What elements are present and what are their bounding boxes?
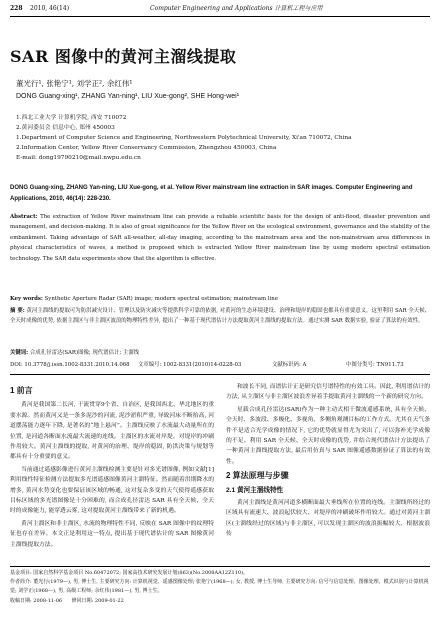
section-heading: 1 前言 bbox=[10, 386, 33, 395]
authors-chinese: 董光行¹, 张艳宁¹, 刘学正², 余红伟¹ bbox=[16, 79, 133, 88]
keywords-text: Synthetic Aperture Radar (SAR) image; modern spectral estimation; mainstream line bbox=[44, 296, 278, 302]
document-code: 文献标识码: A bbox=[272, 362, 307, 368]
revised-date: 修回日期: 2009-01-22 bbox=[71, 597, 124, 604]
header-rule bbox=[10, 16, 430, 17]
paragraph: 当前通过遥感影像进行黄河主溜线检测主要是针对多光谱图像, 例如文献[1]利用线性特征检测方法提取多光谱遥感图像黄河主溜特征。然而随着洪期降水的增多, 黄河水势变化也要保证该区域的畅通, 这对复杂多变的天气使得遥感获取目标区域的多光谱图像是十分困难的, 而合成孔径雷达 SAR 具有全天候、全天时的成像能力, 能穿透云雾, 这对提取黄河主溜线带来了新的机遇。 bbox=[10, 466, 214, 515]
fund-note: 基金项目: 国家自然科学基金项目 No.60472072; 国家高技术研究发展计划(863)(No.2008AA12Z110)。 bbox=[10, 570, 249, 576]
email-line: E-mail: dong19790210@mail.nwpu.edu.cn bbox=[16, 155, 141, 161]
affiliation-line: 2.黄河委员会 信息中心, 郑州 450003 bbox=[16, 125, 115, 131]
keywords-cn-label: 关键词: bbox=[10, 350, 29, 356]
abstract-text: The extraction of Yellow River mainstream line can provide a reliable scientific basis for the design of anti-flood, disaster prevention and management, and decision-making. It is also of great significance for the Yellow River on the ecological environment, governance and the stability of the embankment. Taking advantage of SAR all-weather, all-day imaging, according to the mainstream area and the non-mainstream area differences in physical characteristics of waves, a method is proposed which is extracted Yellow River mainstream line by using modern spectral estimation technology. The SAR data experiments show that the algorithm is effective. bbox=[10, 214, 430, 262]
affiliations bbox=[16, 113, 352, 163]
affiliation-line: 1.Department of Computer Science and Engineering, Northwestern Polytechnical University, Xi'an 710072, China bbox=[16, 135, 352, 141]
volume-info: 2010, 46(14) bbox=[30, 5, 70, 12]
abstract-english bbox=[10, 212, 430, 264]
keywords-english bbox=[10, 294, 430, 304]
affiliation-line: 1.西北工业大学 计算机学院, 西安 710072 bbox=[16, 115, 127, 121]
paragraph: 黄河主溜区和非主溜区, 水流的物理特性不同, 反映在 SAR 图像中的纹理特征也存在差异。本文正是利用这一特点, 提出基于现代谱估计的 SAR 图像黄河主溜线提取方法。 bbox=[10, 520, 214, 548]
abstract-label: Abstract: bbox=[10, 214, 38, 220]
paragraph: 和波长不同, 而谱估计正是研究信号谱特性的有效工具。因此, 利用谱估计的方法, 从主溜区与非主溜区波浪差异着手提取黄河主溜线的一个新的研究方向。 bbox=[226, 384, 430, 401]
section-rule bbox=[10, 374, 430, 375]
footnote bbox=[10, 566, 430, 606]
classification-number: 中图分类号: TN911.73 bbox=[346, 362, 404, 368]
doi: DOI: 10.3778/j.issn.1002-8331.2010.14.068 bbox=[10, 362, 130, 368]
paragraph: 星载合成孔径雷达(SAR)作为一种主动式相干微波遥感系统, 具有全天候、全天时、多波段、多极化、多视角、多侧角观测目标的工作方式。尤其在天气条件不是适合光学成像的情况下, 它的优势就显得尤为突出了, 可以弥补光学成像的不足。利用 SAR 全天候、全天时成像的优势, 并结合现代谱估计方法提出了一种黄河主溜线提取方法, 最后用仿真与 SAR 图像遥感数据验证了算法的有效性。 bbox=[226, 406, 430, 465]
authors-english: DONG Guang-xing¹, ZHANG Yan-ning¹, LIU Xue-gong², SHE Hong-wei¹ bbox=[16, 93, 240, 100]
received-date: 收稿日期: 2008-11-06 bbox=[10, 597, 63, 604]
keywords-cn-text: 合成孔径雷达(SAR)图像; 现代谱估计; 主溜线 bbox=[29, 350, 140, 356]
paragraph: 黄河主溜线是黄河河道多横断面最大垂线所在位置的连线。主溜线所经过的区域具有流速大、波浪起伏较大、对堤岸的冲刷破坏作用较大。通过对黄河主溜区(主溜线经过的区域)与非主溜区, 可以发现主溜区的波浪振幅较大、根据波浪传 bbox=[226, 500, 430, 538]
keywords-label: Key words: bbox=[10, 296, 43, 302]
section-heading: 2 算法原理与步骤 bbox=[226, 471, 289, 481]
right-column bbox=[226, 382, 430, 542]
journal-name: Computer Engineering and Applications 计算机工程与应用 bbox=[150, 5, 323, 12]
running-header bbox=[10, 3, 430, 15]
abstract-cn-text: 黄河主溜线的提取可为防洪减灾设计、管理以及防灾减灾等提供科学可靠的依据, 对黄河的生态环境建设、治理和堤岸的稳固也都具有重要意义。这里利用 SAR 全天候、全天时成像的优势, 依据主溜区与非主溜区波浪的物理特性差异, 提出了一种基于现代谱估计方法提取黄河主溜线的提取方法。通过实测 SAR 数据实验, 验证了算法的有效性。 bbox=[10, 308, 431, 325]
subsection-heading: 2.1 黄河主溜线特性 bbox=[226, 486, 284, 494]
article-number: 文章编号: 1002-8331(2010)14-0228-03 bbox=[138, 362, 242, 368]
paper-title: SAR 图像中的黄河主溜线提取 bbox=[10, 47, 237, 66]
abstract-cn-label: 摘 要: bbox=[10, 308, 25, 314]
author-bio: 作者简介: 董光行(1979—), 男, 博士生, 主要研究方向: 计算机视觉、遥感图像处理; 张艳宁(1968—), 女, 教授, 博士生导师, 主要研究方向: 信号与信息处理、图像处理、模式识别与计算机视觉; 刘学正(1968—), 男, 高级工程师; 余红伟(1981—), 男, 博士生。 bbox=[10, 579, 429, 595]
left-column bbox=[10, 382, 214, 552]
affiliation-line: 2.Information Center, Yellow River Conservancy Commission, Zhengzhou 450003, China bbox=[16, 145, 277, 151]
page-number: 228 bbox=[10, 5, 23, 12]
citation: DONG Guang-xing, ZHANG Yan-ning, LIU Xue-gong, et al. Yellow River mainstream line extraction in SAR images. Computer Engineering and Applications, 2010, 46(14): 228-230. bbox=[10, 185, 413, 202]
paragraph: 黄河是我国第二长河, 干流贯穿9个省、自治区, 是我国西北、华北地区的重要水源。然而黄河又是一条多泥沙的河流, 泥沙淤积严重, 导致河床不断抬高, 河道摆荡能力逐年下降, 是著名的“地上悬河”。主溜线反映了水流最大动量所在的位置, 是河道各断面水流最大流速的连线。主溜区的水流对岸堤、对堤岸的冲刷作用较大。黄河主溜线的提取, 对黄河的治理、堤岸的稳固, 防洪决策与规划等都具有十分重要的意义。 bbox=[10, 402, 214, 461]
abstract-chinese bbox=[10, 306, 430, 327]
keywords-chinese bbox=[10, 348, 430, 358]
dates-line bbox=[10, 597, 430, 606]
